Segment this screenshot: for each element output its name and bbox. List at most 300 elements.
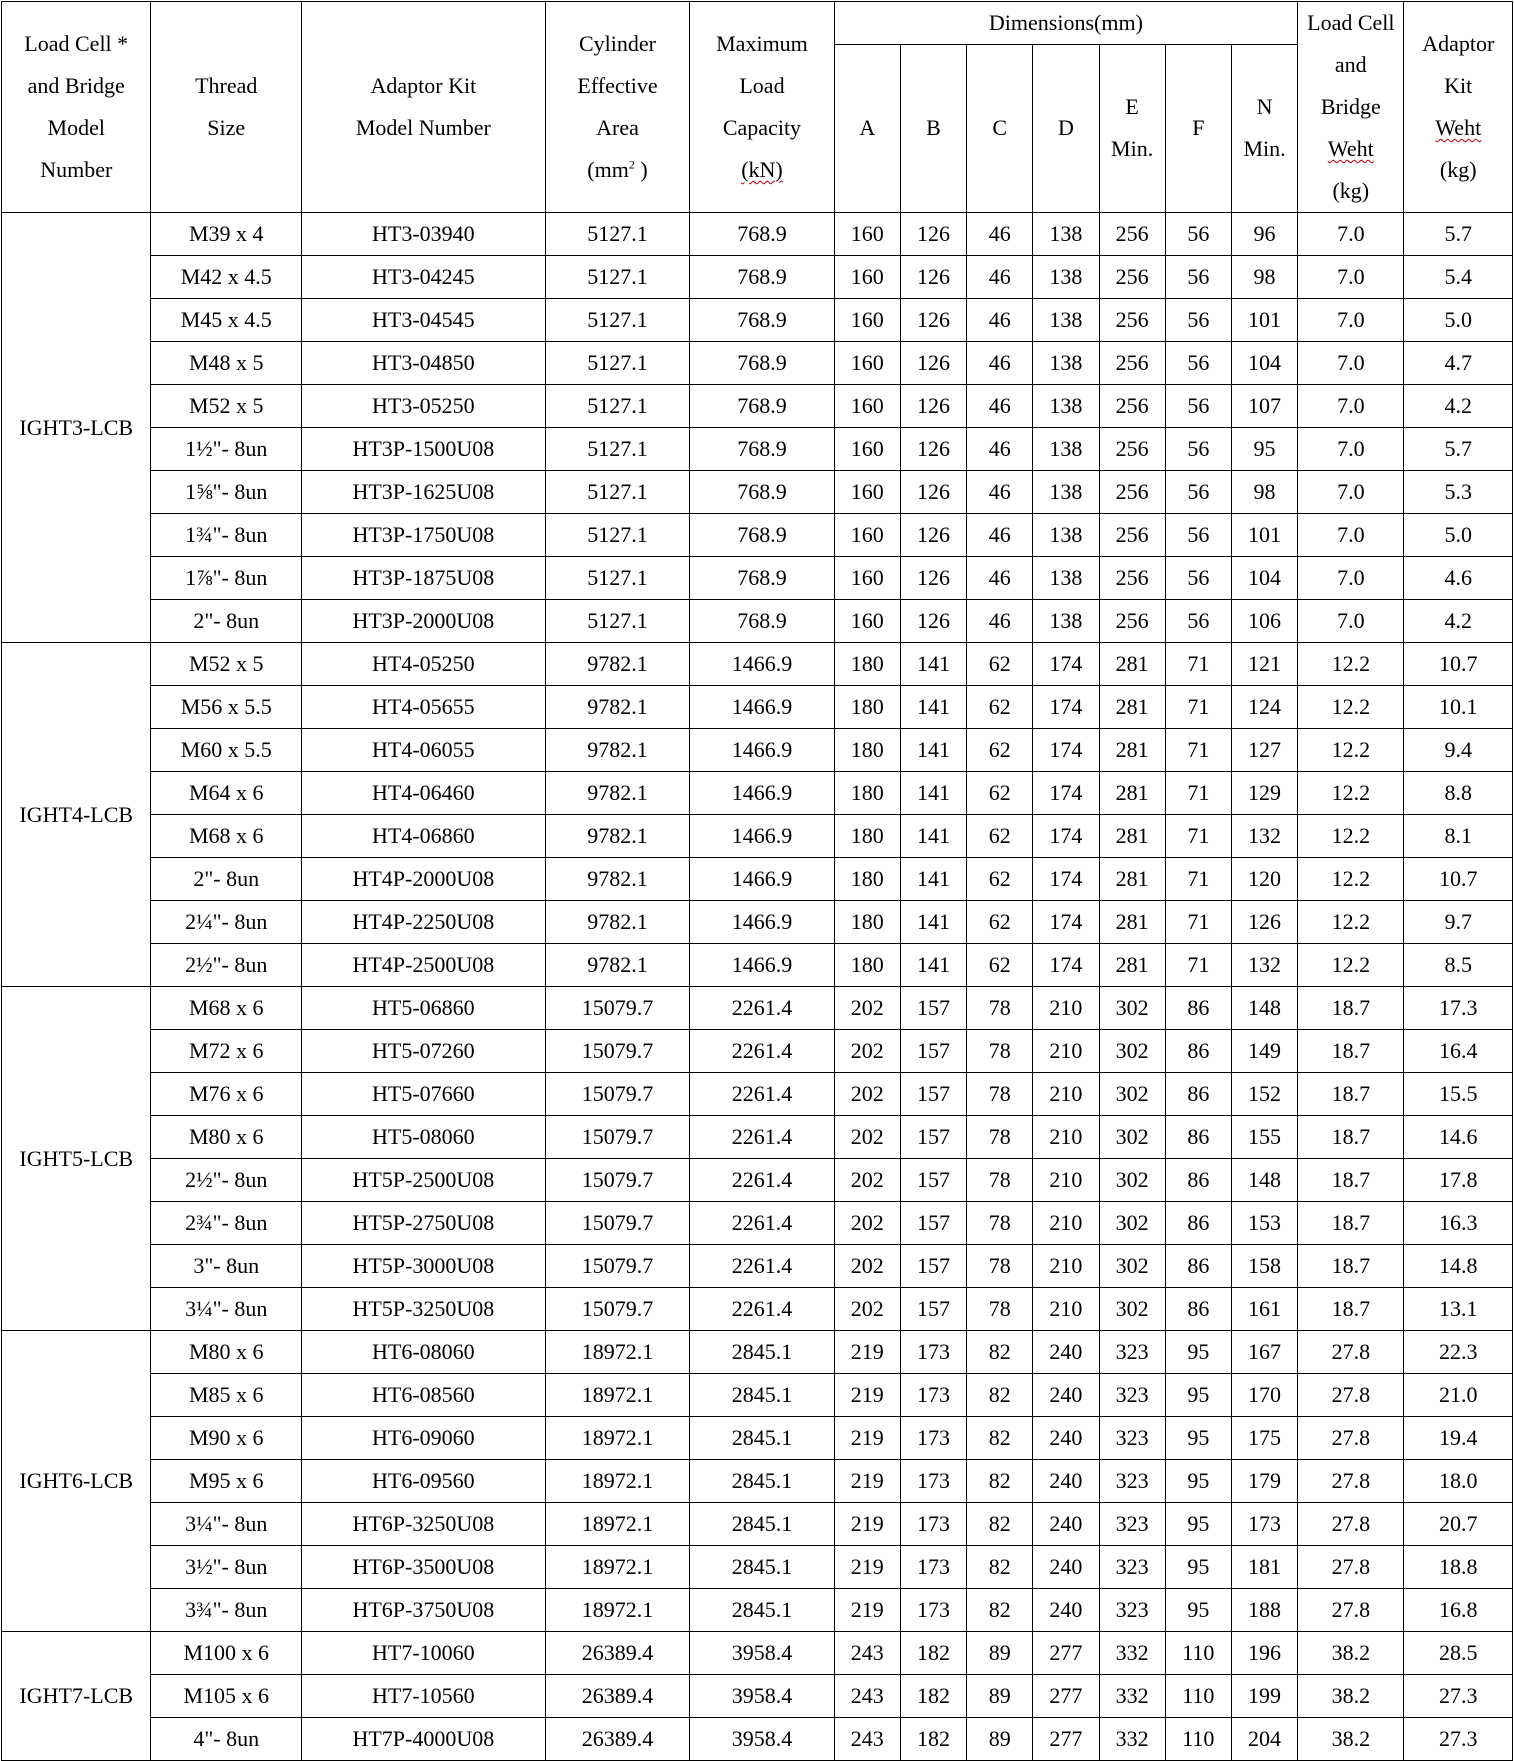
max-load-cell: 2845.1 <box>690 1589 834 1632</box>
table-row <box>2 944 1513 987</box>
dim-c-cell: 82 <box>967 1417 1033 1460</box>
dim-c-cell: 78 <box>967 1245 1033 1288</box>
lc-weight-cell: 7.0 <box>1298 342 1404 385</box>
dim-n-cell: 120 <box>1231 858 1297 901</box>
dim-n-cell: 124 <box>1231 686 1297 729</box>
dim-n-cell: 121 <box>1231 643 1297 686</box>
cylinder-area-cell: 5127.1 <box>545 385 689 428</box>
dim-d-cell: 138 <box>1033 557 1099 600</box>
dim-a-cell: 202 <box>834 1030 900 1073</box>
lc-weight-cell: 27.8 <box>1298 1331 1404 1374</box>
dim-n-cell: 96 <box>1231 213 1297 256</box>
dim-a-cell: 219 <box>834 1331 900 1374</box>
thread-size-cell: M56 x 5.5 <box>151 686 301 729</box>
thread-size-cell: 2½"- 8un <box>151 1159 301 1202</box>
dim-c-cell: 89 <box>967 1632 1033 1675</box>
dim-d-cell: 240 <box>1033 1331 1099 1374</box>
dim-f-cell: 86 <box>1165 1116 1231 1159</box>
table-row <box>2 1288 1513 1331</box>
dim-f-cell: 56 <box>1165 557 1231 600</box>
header-dim-b: B <box>900 44 966 212</box>
dim-a-cell: 219 <box>834 1589 900 1632</box>
dim-e-cell: 302 <box>1099 1073 1165 1116</box>
lc-weight-cell: 38.2 <box>1298 1632 1404 1675</box>
thread-size-cell: M68 x 6 <box>151 987 301 1030</box>
dim-c-cell: 82 <box>967 1546 1033 1589</box>
dim-c-cell: 62 <box>967 815 1033 858</box>
adaptor-kit-cell: HT5P-3250U08 <box>301 1288 545 1331</box>
adaptor-kit-cell: HT7-10060 <box>301 1632 545 1675</box>
dim-c-cell: 78 <box>967 1116 1033 1159</box>
kit-weight-cell: 13.1 <box>1404 1288 1513 1331</box>
kit-weight-cell: 4.6 <box>1404 557 1513 600</box>
dim-n-cell: 153 <box>1231 1202 1297 1245</box>
cylinder-area-cell: 18972.1 <box>545 1331 689 1374</box>
dim-c-cell: 78 <box>967 1288 1033 1331</box>
max-load-cell: 1466.9 <box>690 944 834 987</box>
dim-d-cell: 174 <box>1033 901 1099 944</box>
table-row <box>2 1073 1513 1116</box>
dim-b-cell: 157 <box>900 1202 966 1245</box>
dim-f-cell: 95 <box>1165 1589 1231 1632</box>
cylinder-area-cell: 15079.7 <box>545 987 689 1030</box>
header-dim-c: C <box>967 44 1033 212</box>
dim-d-cell: 138 <box>1033 471 1099 514</box>
model-number-cell: IGHT3-LCB <box>2 213 151 643</box>
dim-f-cell: 110 <box>1165 1718 1231 1761</box>
dim-f-cell: 71 <box>1165 815 1231 858</box>
kit-weight-cell: 20.7 <box>1404 1503 1513 1546</box>
model-number-cell: IGHT6-LCB <box>2 1331 151 1632</box>
dim-b-cell: 126 <box>900 299 966 342</box>
adaptor-kit-cell: HT6P-3250U08 <box>301 1503 545 1546</box>
lc-weight-cell: 12.2 <box>1298 815 1404 858</box>
dim-b-cell: 182 <box>900 1632 966 1675</box>
dim-a-cell: 219 <box>834 1374 900 1417</box>
dim-a-cell: 160 <box>834 600 900 643</box>
cylinder-area-cell: 9782.1 <box>545 772 689 815</box>
dim-b-cell: 157 <box>900 1030 966 1073</box>
cylinder-area-cell: 5127.1 <box>545 557 689 600</box>
dim-b-cell: 141 <box>900 643 966 686</box>
max-load-cell: 2261.4 <box>690 1159 834 1202</box>
dim-c-cell: 62 <box>967 772 1033 815</box>
adaptor-kit-cell: HT4-05250 <box>301 643 545 686</box>
kit-weight-cell: 4.7 <box>1404 342 1513 385</box>
max-load-cell: 768.9 <box>690 342 834 385</box>
table-row <box>2 213 1513 256</box>
kit-weight-cell: 5.7 <box>1404 428 1513 471</box>
header-model-line: Load Cell * <box>24 31 129 56</box>
dim-a-cell: 160 <box>834 385 900 428</box>
header-thread-line: Size <box>207 115 246 140</box>
dim-b-cell: 157 <box>900 1245 966 1288</box>
dim-b-cell: 141 <box>900 858 966 901</box>
dim-c-cell: 78 <box>967 1159 1033 1202</box>
dim-c-cell: 62 <box>967 686 1033 729</box>
thread-size-cell: M42 x 4.5 <box>151 256 301 299</box>
thread-size-cell: M39 x 4 <box>151 213 301 256</box>
dim-a-cell: 160 <box>834 342 900 385</box>
kit-weight-cell: 8.1 <box>1404 815 1513 858</box>
dim-d-cell: 138 <box>1033 600 1099 643</box>
cylinder-area-cell: 9782.1 <box>545 643 689 686</box>
lc-weight-cell: 18.7 <box>1298 1116 1404 1159</box>
dim-d-cell: 277 <box>1033 1632 1099 1675</box>
max-load-cell: 768.9 <box>690 514 834 557</box>
dim-d-cell: 210 <box>1033 987 1099 1030</box>
dim-f-cell: 95 <box>1165 1460 1231 1503</box>
header-kit-weight-line: (kg) <box>1439 157 1477 182</box>
cylinder-area-cell: 9782.1 <box>545 686 689 729</box>
cylinder-area-cell: 18972.1 <box>545 1503 689 1546</box>
max-load-cell: 2845.1 <box>690 1331 834 1374</box>
dim-e-cell: 323 <box>1099 1460 1165 1503</box>
dim-d-cell: 210 <box>1033 1245 1099 1288</box>
dim-f-cell: 86 <box>1165 1073 1231 1116</box>
adaptor-kit-cell: HT7P-4000U08 <box>301 1718 545 1761</box>
adaptor-kit-cell: HT5P-2750U08 <box>301 1202 545 1245</box>
kit-weight-cell: 15.5 <box>1404 1073 1513 1116</box>
adaptor-kit-cell: HT3P-1875U08 <box>301 557 545 600</box>
dim-n-cell: 181 <box>1231 1546 1297 1589</box>
dim-e-cell: 281 <box>1099 643 1165 686</box>
lc-weight-cell: 27.8 <box>1298 1503 1404 1546</box>
dim-b-cell: 173 <box>900 1589 966 1632</box>
kit-weight-cell: 27.3 <box>1404 1675 1513 1718</box>
dim-d-cell: 138 <box>1033 299 1099 342</box>
thread-size-cell: 1½"- 8un <box>151 428 301 471</box>
dim-d-cell: 210 <box>1033 1202 1099 1245</box>
dim-c-cell: 78 <box>967 987 1033 1030</box>
dim-d-cell: 174 <box>1033 858 1099 901</box>
lc-weight-cell: 18.7 <box>1298 1245 1404 1288</box>
max-load-cell: 1466.9 <box>690 815 834 858</box>
header-area-line: Effective <box>577 73 658 98</box>
lc-weight-cell: 18.7 <box>1298 1073 1404 1116</box>
dim-e-cell: 281 <box>1099 815 1165 858</box>
cylinder-area-cell: 26389.4 <box>545 1718 689 1761</box>
table-row <box>2 1675 1513 1718</box>
dim-e-cell: 302 <box>1099 1288 1165 1331</box>
thread-size-cell: M64 x 6 <box>151 772 301 815</box>
header-capacity-unit <box>690 149 833 191</box>
table-row <box>2 815 1513 858</box>
dim-b-cell: 126 <box>900 428 966 471</box>
model-number-cell: IGHT7-LCB <box>2 1632 151 1761</box>
dim-d-cell: 138 <box>1033 342 1099 385</box>
dim-a-cell: 243 <box>834 1718 900 1761</box>
table-row <box>2 428 1513 471</box>
max-load-cell: 2261.4 <box>690 1288 834 1331</box>
dim-f-cell: 71 <box>1165 772 1231 815</box>
dim-e-cell: 256 <box>1099 213 1165 256</box>
dim-c-cell: 78 <box>967 1030 1033 1073</box>
thread-size-cell: M68 x 6 <box>151 815 301 858</box>
kit-weight-cell: 10.7 <box>1404 858 1513 901</box>
lc-weight-cell: 27.8 <box>1298 1589 1404 1632</box>
header-lc-weight-line: (kg) <box>1332 178 1370 203</box>
dim-d-cell: 210 <box>1033 1288 1099 1331</box>
dim-c-cell: 46 <box>967 471 1033 514</box>
lc-weight-cell: 7.0 <box>1298 213 1404 256</box>
max-load-cell: 2261.4 <box>690 987 834 1030</box>
dim-b-cell: 126 <box>900 385 966 428</box>
header-kit-weight-line: Kit <box>1444 73 1473 98</box>
dim-f-cell: 71 <box>1165 858 1231 901</box>
header-area-line: Area <box>596 115 639 140</box>
lc-weight-cell: 7.0 <box>1298 557 1404 600</box>
dim-n-cell: 152 <box>1231 1073 1297 1116</box>
dim-e-cell: 281 <box>1099 729 1165 772</box>
header-capacity-line: Capacity <box>722 115 802 140</box>
dim-b-cell: 173 <box>900 1460 966 1503</box>
dim-n-cell: 104 <box>1231 557 1297 600</box>
adaptor-kit-cell: HT3P-2000U08 <box>301 600 545 643</box>
dim-n-cell: 188 <box>1231 1589 1297 1632</box>
kit-weight-cell: 5.4 <box>1404 256 1513 299</box>
lc-weight-cell: 12.2 <box>1298 944 1404 987</box>
table-row <box>2 1460 1513 1503</box>
thread-size-cell: 1⅞"- 8un <box>151 557 301 600</box>
thread-size-cell: M72 x 6 <box>151 1030 301 1073</box>
max-load-cell: 768.9 <box>690 600 834 643</box>
table-row <box>2 1589 1513 1632</box>
dim-n-cell: 173 <box>1231 1503 1297 1546</box>
header-dim-e-letter: E <box>1125 94 1139 120</box>
kit-weight-cell: 9.4 <box>1404 729 1513 772</box>
table-row <box>2 643 1513 686</box>
max-load-cell: 1466.9 <box>690 686 834 729</box>
dim-d-cell: 138 <box>1033 385 1099 428</box>
kit-weight-cell: 17.3 <box>1404 987 1513 1030</box>
dim-a-cell: 160 <box>834 256 900 299</box>
dim-d-cell: 174 <box>1033 643 1099 686</box>
table-row <box>2 1503 1513 1546</box>
max-load-cell: 2261.4 <box>690 1245 834 1288</box>
table-row <box>2 342 1513 385</box>
adaptor-kit-cell: HT6-09060 <box>301 1417 545 1460</box>
cylinder-area-cell: 5127.1 <box>545 600 689 643</box>
dim-e-cell: 281 <box>1099 858 1165 901</box>
thread-size-cell: M60 x 5.5 <box>151 729 301 772</box>
lc-weight-cell: 7.0 <box>1298 471 1404 514</box>
dim-n-cell: 129 <box>1231 772 1297 815</box>
adaptor-kit-cell: HT5-08060 <box>301 1116 545 1159</box>
kit-weight-cell: 22.3 <box>1404 1331 1513 1374</box>
dim-b-cell: 141 <box>900 686 966 729</box>
max-load-cell: 2845.1 <box>690 1417 834 1460</box>
header-thread <box>151 2 301 213</box>
dim-e-cell: 256 <box>1099 428 1165 471</box>
dim-c-cell: 62 <box>967 901 1033 944</box>
adaptor-kit-cell: HT3-04545 <box>301 299 545 342</box>
header-area-unit-text: (mm <box>587 157 629 182</box>
thread-size-cell: M85 x 6 <box>151 1374 301 1417</box>
dim-b-cell: 126 <box>900 557 966 600</box>
header-lc-weight-line: and <box>1334 52 1367 77</box>
lc-weight-cell: 18.7 <box>1298 1202 1404 1245</box>
header-dim-n <box>1231 44 1297 212</box>
thread-size-cell: 3¾"- 8un <box>151 1589 301 1632</box>
thread-size-cell: M105 x 6 <box>151 1675 301 1718</box>
dim-e-cell: 323 <box>1099 1417 1165 1460</box>
header-dim-d: D <box>1033 44 1099 212</box>
dim-n-cell: 101 <box>1231 514 1297 557</box>
kit-weight-cell: 21.0 <box>1404 1374 1513 1417</box>
dim-c-cell: 62 <box>967 729 1033 772</box>
dim-b-cell: 173 <box>900 1374 966 1417</box>
dim-n-cell: 98 <box>1231 471 1297 514</box>
adaptor-kit-cell: HT7-10560 <box>301 1675 545 1718</box>
thread-size-cell: M95 x 6 <box>151 1460 301 1503</box>
dim-n-cell: 127 <box>1231 729 1297 772</box>
dim-e-cell: 256 <box>1099 557 1165 600</box>
kit-weight-cell: 10.7 <box>1404 643 1513 686</box>
lc-weight-cell: 7.0 <box>1298 385 1404 428</box>
lc-weight-cell: 7.0 <box>1298 600 1404 643</box>
dim-c-cell: 46 <box>967 342 1033 385</box>
dim-d-cell: 240 <box>1033 1417 1099 1460</box>
cylinder-area-cell: 15079.7 <box>545 1159 689 1202</box>
max-load-cell: 768.9 <box>690 385 834 428</box>
dim-d-cell: 174 <box>1033 815 1099 858</box>
dim-c-cell: 89 <box>967 1718 1033 1761</box>
lc-weight-cell: 27.8 <box>1298 1546 1404 1589</box>
header-dim-n-min: Min. <box>1243 136 1286 162</box>
header-capacity <box>690 2 834 213</box>
dim-e-cell: 256 <box>1099 342 1165 385</box>
dim-f-cell: 56 <box>1165 256 1231 299</box>
lc-weight-cell: 38.2 <box>1298 1718 1404 1761</box>
dim-n-cell: 170 <box>1231 1374 1297 1417</box>
dim-f-cell: 95 <box>1165 1331 1231 1374</box>
dim-c-cell: 82 <box>967 1331 1033 1374</box>
header-dim-f: F <box>1165 44 1231 212</box>
dim-e-cell: 281 <box>1099 686 1165 729</box>
dim-a-cell: 202 <box>834 1116 900 1159</box>
dim-f-cell: 71 <box>1165 643 1231 686</box>
cylinder-area-cell: 5127.1 <box>545 342 689 385</box>
dim-f-cell: 86 <box>1165 1288 1231 1331</box>
lc-weight-cell: 12.2 <box>1298 643 1404 686</box>
kit-weight-cell: 9.7 <box>1404 901 1513 944</box>
dim-a-cell: 202 <box>834 1073 900 1116</box>
kit-weight-cell: 4.2 <box>1404 600 1513 643</box>
dim-n-cell: 132 <box>1231 944 1297 987</box>
header-adaptor-line: Adaptor Kit <box>370 73 477 98</box>
dim-d-cell: 174 <box>1033 772 1099 815</box>
thread-size-cell: M45 x 4.5 <box>151 299 301 342</box>
dim-n-cell: 106 <box>1231 600 1297 643</box>
dim-e-cell: 302 <box>1099 987 1165 1030</box>
dim-a-cell: 180 <box>834 815 900 858</box>
kit-weight-cell: 16.3 <box>1404 1202 1513 1245</box>
thread-size-cell: 3¼"- 8un <box>151 1288 301 1331</box>
header-area-unit-close: ) <box>634 157 648 182</box>
dim-b-cell: 141 <box>900 772 966 815</box>
cylinder-area-cell: 5127.1 <box>545 299 689 342</box>
thread-size-cell: 2¾"- 8un <box>151 1202 301 1245</box>
dim-b-cell: 126 <box>900 256 966 299</box>
dim-n-cell: 107 <box>1231 385 1297 428</box>
dim-f-cell: 56 <box>1165 213 1231 256</box>
dim-c-cell: 89 <box>967 1675 1033 1718</box>
lc-weight-cell: 27.8 <box>1298 1417 1404 1460</box>
kit-weight-cell: 28.5 <box>1404 1632 1513 1675</box>
lc-weight-cell: 18.7 <box>1298 1159 1404 1202</box>
header-dim-e <box>1099 44 1165 212</box>
thread-size-cell: M48 x 5 <box>151 342 301 385</box>
dim-b-cell: 182 <box>900 1675 966 1718</box>
kit-weight-cell: 5.7 <box>1404 213 1513 256</box>
dim-f-cell: 56 <box>1165 385 1231 428</box>
thread-size-cell: M80 x 6 <box>151 1331 301 1374</box>
adaptor-kit-cell: HT6P-3750U08 <box>301 1589 545 1632</box>
dim-e-cell: 332 <box>1099 1675 1165 1718</box>
table-row <box>2 1159 1513 1202</box>
lc-weight-cell: 7.0 <box>1298 428 1404 471</box>
cylinder-area-cell: 15079.7 <box>545 1288 689 1331</box>
adaptor-kit-cell: HT3-05250 <box>301 385 545 428</box>
dim-n-cell: 161 <box>1231 1288 1297 1331</box>
max-load-cell: 768.9 <box>690 471 834 514</box>
header-lc-weight-line <box>1298 128 1403 170</box>
dim-b-cell: 126 <box>900 471 966 514</box>
dim-c-cell: 62 <box>967 643 1033 686</box>
dim-b-cell: 157 <box>900 1073 966 1116</box>
adaptor-kit-cell: HT5-07660 <box>301 1073 545 1116</box>
dim-c-cell: 46 <box>967 385 1033 428</box>
lc-weight-cell: 7.0 <box>1298 299 1404 342</box>
header-dimensions: Dimensions(mm) <box>834 2 1297 45</box>
kit-weight-cell: 8.8 <box>1404 772 1513 815</box>
max-load-cell: 768.9 <box>690 256 834 299</box>
dim-a-cell: 180 <box>834 858 900 901</box>
dim-e-cell: 323 <box>1099 1374 1165 1417</box>
dim-n-cell: 104 <box>1231 342 1297 385</box>
cylinder-area-cell: 9782.1 <box>545 729 689 772</box>
dim-b-cell: 173 <box>900 1331 966 1374</box>
header-kit-weight <box>1404 2 1513 213</box>
dim-b-cell: 173 <box>900 1417 966 1460</box>
dim-d-cell: 240 <box>1033 1503 1099 1546</box>
adaptor-kit-cell: HT3P-1625U08 <box>301 471 545 514</box>
adaptor-kit-cell: HT4-06860 <box>301 815 545 858</box>
table-row <box>2 1632 1513 1675</box>
dim-a-cell: 160 <box>834 299 900 342</box>
header-kit-weight-word: Weht <box>1435 115 1482 140</box>
dim-a-cell: 202 <box>834 987 900 1030</box>
dim-b-cell: 126 <box>900 342 966 385</box>
dim-b-cell: 173 <box>900 1546 966 1589</box>
model-number-cell: IGHT4-LCB <box>2 643 151 987</box>
table-row <box>2 1116 1513 1159</box>
cylinder-area-cell: 5127.1 <box>545 514 689 557</box>
dim-e-cell: 281 <box>1099 944 1165 987</box>
max-load-cell: 2261.4 <box>690 1073 834 1116</box>
table-row <box>2 1030 1513 1073</box>
lc-weight-cell: 12.2 <box>1298 901 1404 944</box>
dim-b-cell: 157 <box>900 987 966 1030</box>
adaptor-kit-cell: HT4-06460 <box>301 772 545 815</box>
kit-weight-cell: 5.0 <box>1404 299 1513 342</box>
dim-n-cell: 98 <box>1231 256 1297 299</box>
dim-a-cell: 243 <box>834 1632 900 1675</box>
dim-b-cell: 141 <box>900 944 966 987</box>
dim-e-cell: 281 <box>1099 772 1165 815</box>
dim-b-cell: 126 <box>900 213 966 256</box>
